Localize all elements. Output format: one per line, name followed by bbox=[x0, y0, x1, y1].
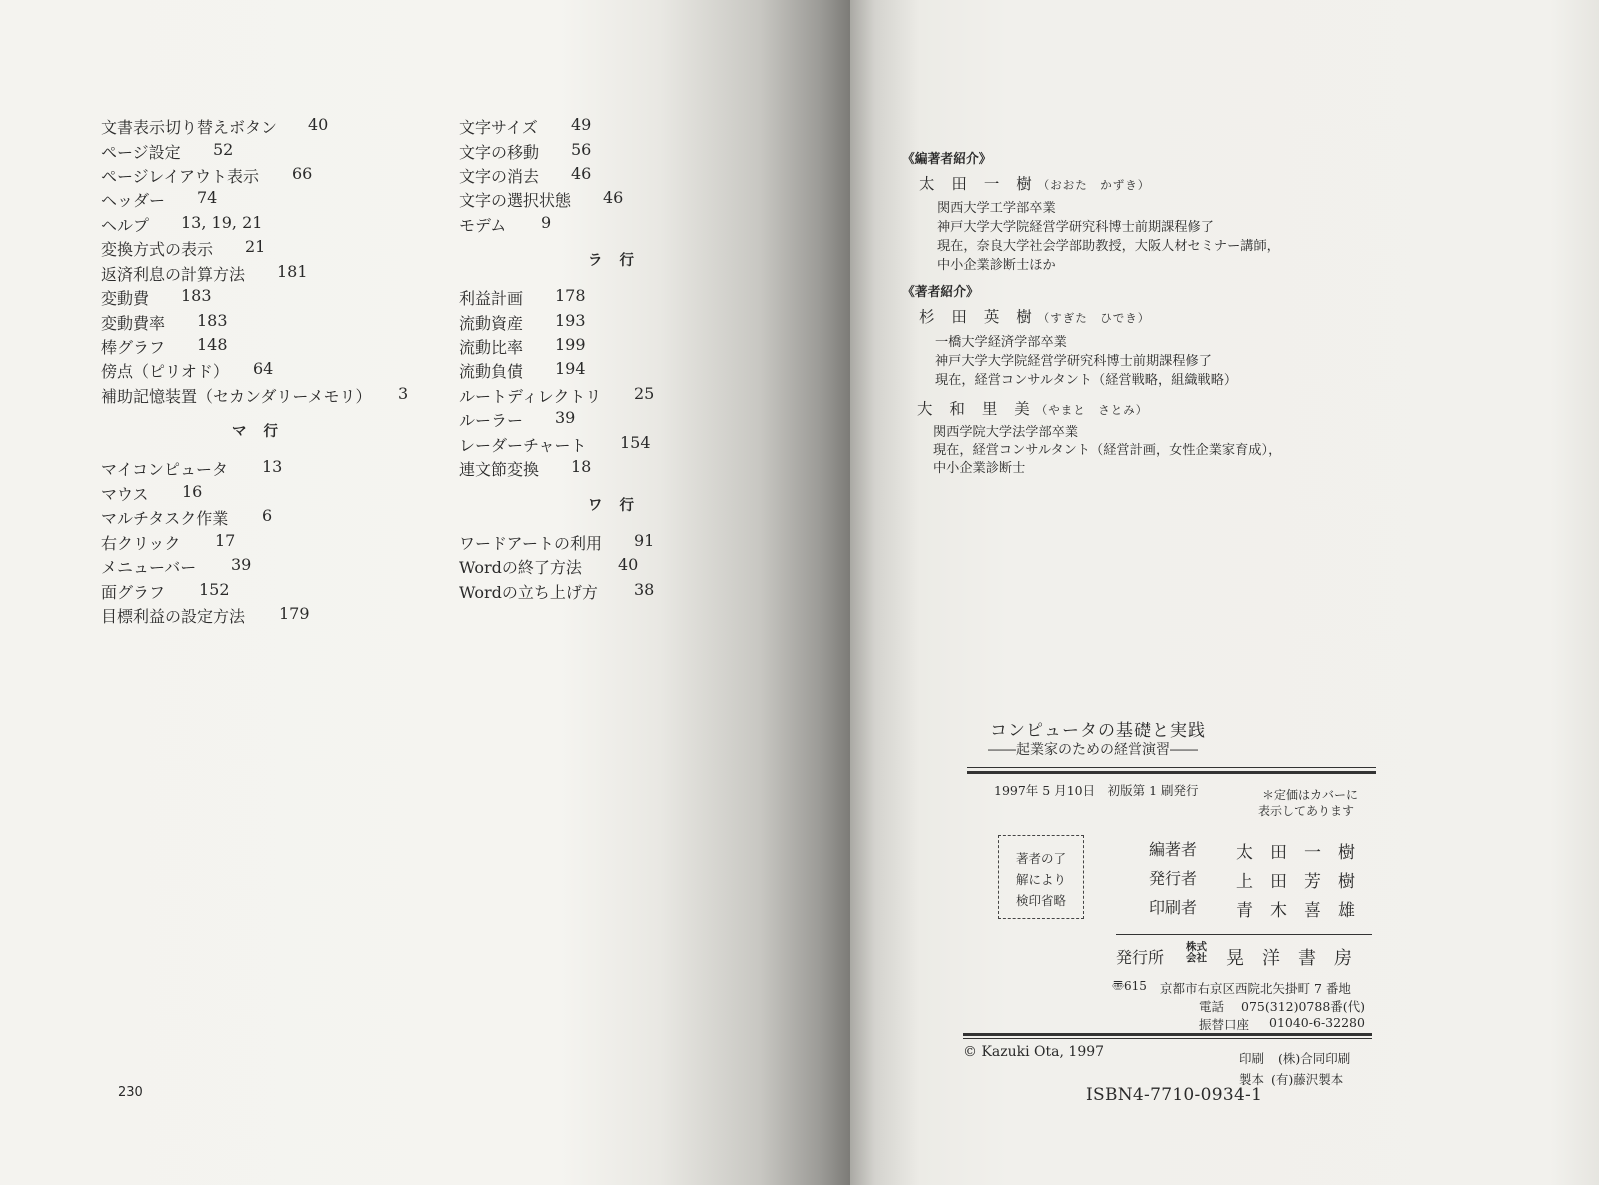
stamp-line-3: 検印省略 bbox=[1015, 893, 1066, 908]
index-term: ルーラー bbox=[459, 411, 524, 430]
index-term: 変動費率 bbox=[101, 314, 166, 333]
bio-line: 神戸大学大学院経営学研究科博士前期課程修了 bbox=[935, 354, 1212, 369]
index-term: モデム bbox=[459, 216, 507, 235]
index-page-number: 194 bbox=[555, 359, 586, 378]
price-note-1: ＊定価はカバーに bbox=[1262, 788, 1359, 802]
index-term: ページレイアウト表示 bbox=[101, 167, 260, 186]
index-page-number: 21 bbox=[245, 237, 266, 256]
index-page-number: 16 bbox=[182, 482, 203, 501]
editor-section-heading: 《編著者紹介》 bbox=[902, 152, 992, 167]
index-term: 文字の移動 bbox=[459, 143, 540, 162]
credit-name: 青 木 喜 雄 bbox=[1236, 901, 1355, 921]
index-term: 流動資産 bbox=[459, 314, 524, 333]
bio-line: 神戸大学大学院経営学研究科博士前期課程修了 bbox=[937, 220, 1214, 235]
index-term: マイコンピュータ bbox=[101, 460, 229, 479]
index-page-number: 25 bbox=[634, 384, 655, 403]
index-page-number: 39 bbox=[555, 408, 576, 427]
author1-name-line: 杉 田 英 樹（すぎた ひでき） bbox=[919, 308, 1151, 326]
index-page-number: 179 bbox=[279, 604, 310, 623]
index-page-number: 46 bbox=[571, 164, 592, 183]
bio-line: 一橋大学経済学部卒業 bbox=[935, 335, 1067, 350]
index-page-number: 13 bbox=[262, 457, 283, 476]
bio-line: 関西大学工学部卒業 bbox=[937, 201, 1056, 216]
isbn: ISBN4-7710-0934-1 bbox=[1086, 1085, 1263, 1105]
stamp-line-2: 解により bbox=[1015, 872, 1066, 887]
index-section-heading: マ 行 bbox=[232, 423, 285, 440]
page-number: 230 bbox=[118, 1085, 143, 1100]
publisher-label: 発行所 bbox=[1116, 948, 1165, 967]
index-term: マルチタスク作業 bbox=[101, 509, 229, 528]
index-page-number: 74 bbox=[197, 188, 218, 207]
print-label: 印刷 bbox=[1239, 1051, 1265, 1066]
index-page-number: 152 bbox=[199, 580, 230, 599]
print-value: (株)合同印刷 bbox=[1278, 1051, 1351, 1066]
bio-line: 現在，奈良大学社会学部助教授，大阪人材セミナー講師， bbox=[937, 239, 1280, 254]
index-term: 返済利息の計算方法 bbox=[101, 265, 246, 284]
rule-publisher bbox=[1116, 934, 1372, 935]
credit-role: 編著者 bbox=[1149, 840, 1198, 859]
index-term: 補助記憶装置（セカンダリーメモリ） bbox=[101, 387, 372, 406]
rule-top-thin bbox=[967, 767, 1376, 768]
index-term: Wordの立ち上げ方 bbox=[459, 583, 598, 602]
price-note-2: 表示してあります bbox=[1258, 804, 1355, 818]
index-term: 連文節変換 bbox=[459, 460, 540, 479]
index-page-number: 64 bbox=[253, 359, 274, 378]
index-page-number: 13, 19, 21 bbox=[181, 213, 263, 232]
index-page-number: 3 bbox=[398, 384, 409, 403]
index-page-number: 39 bbox=[231, 555, 252, 574]
postal-code: 〠615 bbox=[1112, 979, 1147, 993]
index-term: 棒グラフ bbox=[101, 338, 166, 357]
index-term: ヘルプ bbox=[101, 216, 150, 235]
bio-line: 関西学院大学法学部卒業 bbox=[933, 425, 1079, 440]
index-page-number: 154 bbox=[620, 433, 651, 452]
editor-name-line: 太 田 一 樹（おおた かずき） bbox=[919, 175, 1151, 193]
index-term: 右クリック bbox=[101, 534, 181, 553]
publisher-kk bbox=[1186, 942, 1207, 964]
author2-name-line: 大 和 里 美（やまと さとみ） bbox=[917, 400, 1149, 418]
rule-bottom-thin bbox=[963, 1038, 1372, 1039]
bio-line: 現在，経営コンサルタント（経営計画，女性企業家育成）， bbox=[933, 443, 1282, 458]
index-page-number: 91 bbox=[634, 531, 655, 550]
credit-role: 印刷者 bbox=[1149, 898, 1198, 917]
index-section-heading: ワ 行 bbox=[588, 497, 641, 514]
index-page-number: 6 bbox=[262, 506, 273, 525]
publication-date: 1997年 5 月10日 初版第 1 刷発行 bbox=[994, 783, 1199, 798]
publisher-kk-1: 株式 bbox=[1186, 941, 1207, 953]
index-page-number: 40 bbox=[618, 555, 639, 574]
binding-value: (有)藤沢製本 bbox=[1271, 1072, 1344, 1087]
index-page-number: 66 bbox=[292, 164, 313, 183]
credit-name: 太 田 一 樹 bbox=[1236, 843, 1355, 863]
index-term: 利益計画 bbox=[459, 289, 524, 308]
index-term: 変換方式の表示 bbox=[101, 240, 214, 259]
seal-omission-box bbox=[998, 835, 1084, 919]
index-term: 目標利益の設定方法 bbox=[101, 607, 246, 626]
credit-role: 発行者 bbox=[1149, 869, 1198, 888]
index-term: 面グラフ bbox=[101, 583, 166, 602]
bio-line: 現在，経営コンサルタント（経営戦略，組織戦略） bbox=[935, 373, 1238, 388]
tel-number: 075(312)0788番(代) bbox=[1241, 999, 1366, 1014]
index-page-number: 181 bbox=[277, 262, 308, 281]
rule-bottom-thick bbox=[963, 1033, 1372, 1036]
index-term: メニューバー bbox=[101, 558, 197, 577]
index-page-number: 38 bbox=[634, 580, 655, 599]
index-page-number: 148 bbox=[197, 335, 228, 354]
index-page-number: 183 bbox=[181, 286, 212, 305]
index-term: 文字サイズ bbox=[459, 118, 538, 137]
rule-top-thick bbox=[967, 771, 1376, 774]
publisher-name: 晃 洋 書 房 bbox=[1226, 948, 1352, 969]
index-term: 文書表示切り替えボタン bbox=[101, 118, 278, 137]
index-term: ワードアートの利用 bbox=[459, 534, 603, 553]
publisher-address: 京都市右京区西院北矢掛町 7 番地 bbox=[1160, 981, 1351, 996]
binding-label: 製本 bbox=[1239, 1072, 1265, 1087]
index-page-number: 46 bbox=[603, 188, 624, 207]
index-page-number: 199 bbox=[555, 335, 586, 354]
index-term: 変動費 bbox=[101, 289, 150, 308]
index-term: ヘッダー bbox=[101, 191, 166, 210]
credit-name: 上 田 芳 樹 bbox=[1236, 872, 1355, 892]
index-page-number: 183 bbox=[197, 311, 228, 330]
tel-label: 電話 bbox=[1199, 999, 1225, 1014]
index-page-number: 56 bbox=[571, 140, 592, 159]
index-page-number: 9 bbox=[541, 213, 552, 232]
index-page-number: 18 bbox=[571, 457, 592, 476]
index-term: 文字の選択状態 bbox=[459, 191, 572, 210]
index-section-heading: ラ 行 bbox=[588, 252, 641, 269]
index-term: 文字の消去 bbox=[459, 167, 540, 186]
bio-line: 中小企業診断士 bbox=[933, 461, 1026, 476]
index-page-number: 40 bbox=[308, 115, 329, 134]
index-page-number: 193 bbox=[555, 311, 586, 330]
index-term: 傍点（ピリオド） bbox=[101, 362, 229, 381]
book-subtitle: ――起業家のための経営演習―― bbox=[988, 742, 1198, 758]
index-page-number: 49 bbox=[571, 115, 592, 134]
index-term: 流動負債 bbox=[459, 362, 524, 381]
stamp-line-1: 著者の了 bbox=[1015, 851, 1066, 866]
furikae-label: 振替口座 bbox=[1199, 1017, 1250, 1032]
author-section-heading: 《著者紹介》 bbox=[902, 285, 979, 300]
index-term: ページ設定 bbox=[101, 143, 181, 162]
index-term: 流動比率 bbox=[459, 338, 524, 357]
bio-line: 中小企業診断士ほか bbox=[937, 258, 1056, 273]
index-term: ルートディレクトリ bbox=[459, 387, 602, 406]
index-page-number: 52 bbox=[213, 140, 234, 159]
index-page-number: 178 bbox=[555, 286, 586, 305]
index-term: マウス bbox=[101, 485, 149, 504]
index-term: Wordの終了方法 bbox=[459, 558, 582, 577]
furikae-number: 01040-6-32280 bbox=[1269, 1015, 1365, 1030]
book-title: コンピュータの基礎と実践 bbox=[990, 721, 1206, 741]
index-term: レーダーチャート bbox=[459, 436, 587, 455]
index-page-number: 17 bbox=[215, 531, 236, 550]
publisher-kk-2: 会社 bbox=[1186, 952, 1207, 964]
copyright: © Kazuki Ota, 1997 bbox=[963, 1044, 1105, 1060]
